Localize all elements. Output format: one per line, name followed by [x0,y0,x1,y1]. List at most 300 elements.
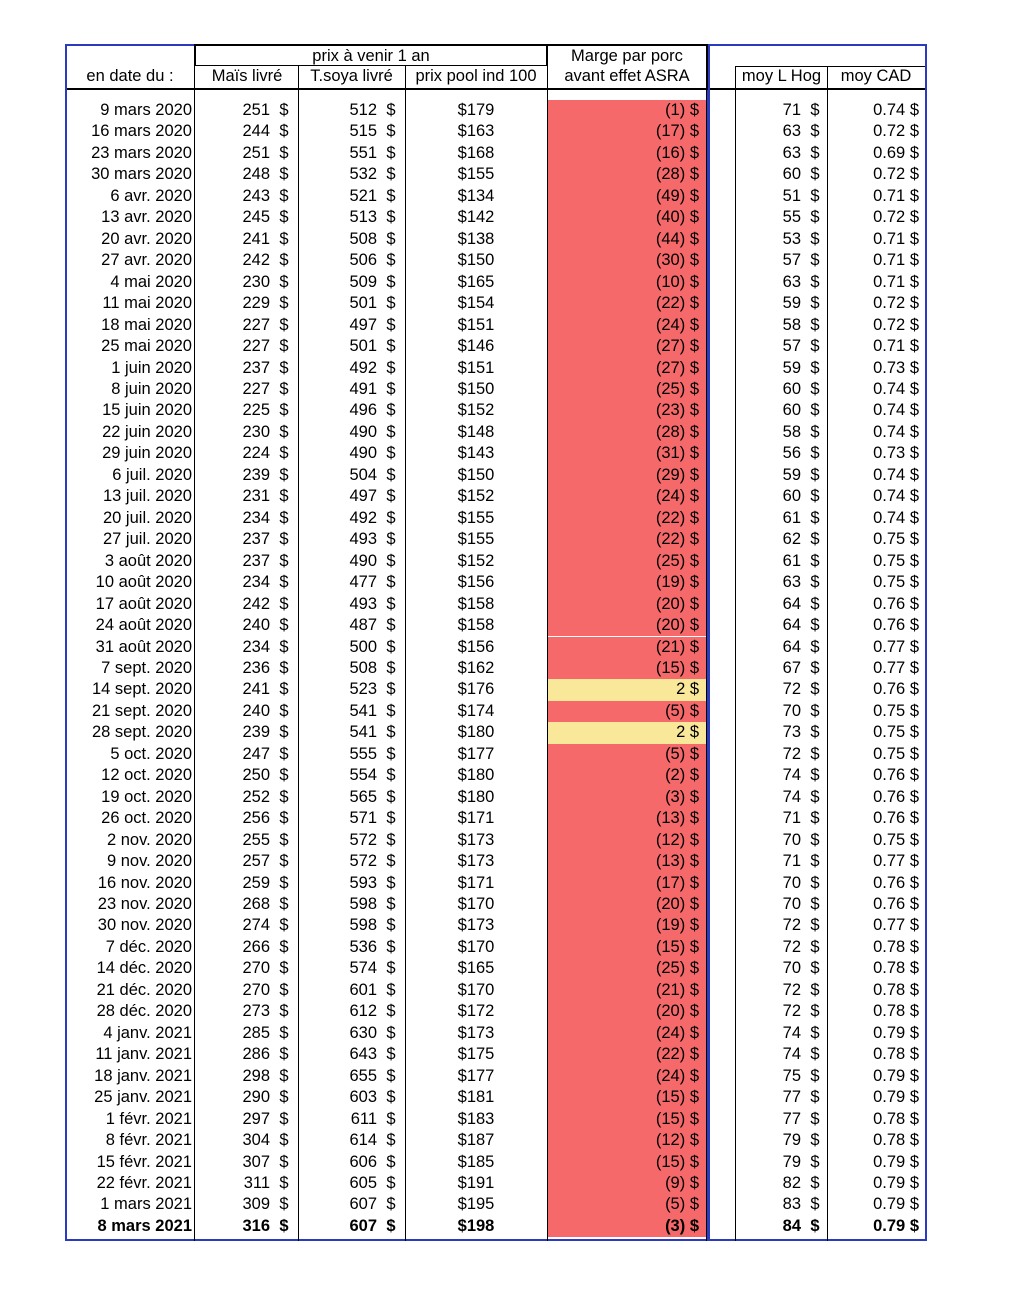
mais-cell: 268 [242,895,270,914]
date-cell: 18 mai 2020 [101,315,192,334]
mais-cell: 270 [242,980,270,999]
mais-cell: 304 [242,1131,270,1150]
pool-cell: $155 [457,508,495,527]
pool-cell: $155 [457,530,495,549]
hog-cell: 70 [782,873,801,892]
mais-cell: 240 [242,701,270,720]
hog-cell: 74 [782,1045,801,1064]
soya-cell: 501 [349,294,377,313]
mais-currency: $ [279,1045,289,1064]
pool-cell: $143 [457,444,495,463]
hog-cell: 60 [782,165,801,184]
marge-cell: (16) $ [655,143,699,162]
mais-cell: 311 [243,1174,270,1192]
cad-cell: 0.71 $ [873,229,919,248]
marge-cell: (20) $ [655,594,699,613]
hog-cell: 63 [782,122,801,141]
marge-cell: (23) $ [655,401,699,420]
soya-currency: $ [386,1152,396,1171]
hog-currency: $ [810,916,820,935]
marge-cell: (30) $ [655,251,699,270]
pool-cell: $198 [457,1216,495,1235]
mais-currency: $ [279,165,289,184]
pool-cell: $152 [457,401,495,420]
soya-cell: 574 [349,959,377,978]
cad-cell: 0.73 $ [873,358,919,377]
cad-cell: 0.77 $ [873,658,919,677]
hog-cell: 72 [782,916,801,935]
soya-cell: 572 [349,830,377,849]
pool-cell: $180 [457,766,495,785]
soya-cell: 497 [349,487,377,506]
header-top-line-right [736,66,925,67]
header-marge-line2: avant effet ASRA [564,67,690,85]
hog-currency: $ [810,1152,820,1171]
date-cell: 7 sept. 2020 [101,658,192,677]
soya-cell: 541 [349,701,377,720]
pool-cell: $173 [457,852,495,871]
date-cell: 27 juil. 2020 [103,530,192,549]
mais-currency: $ [279,294,289,313]
pool-cell: $177 [457,744,495,763]
soya-currency: $ [386,1002,396,1021]
mais-cell: 241 [242,229,270,248]
soya-cell: 523 [349,680,377,699]
soya-cell: 508 [349,658,377,677]
pool-cell: $170 [457,937,495,956]
pool-cell: $162 [457,658,495,677]
mais-currency: $ [279,637,289,656]
pool-cell: $180 [457,723,495,742]
date-cell: 23 nov. 2020 [97,895,192,914]
date-cell: 11 mai 2020 [102,294,192,313]
pool-cell: $158 [457,616,495,635]
date-cell: 8 mars 2021 [97,1216,192,1235]
mais-currency: $ [279,315,289,334]
date-cell: 9 nov. 2020 [106,852,192,871]
cad-cell: 0.77 $ [873,637,919,656]
pool-cell: $173 [457,1023,495,1042]
mais-currency: $ [279,1152,289,1171]
cad-cell: 0.77 $ [873,852,919,871]
date-cell: 26 oct. 2020 [101,809,192,828]
hog-currency: $ [810,551,820,570]
mais-cell: 270 [242,959,270,978]
hog-cell: 53 [782,229,801,248]
hog-cell: 79 [782,1131,801,1150]
soya-currency: $ [386,637,396,656]
cad-cell: 0.72 $ [873,208,919,227]
mais-currency: $ [279,229,289,248]
hog-currency: $ [810,208,820,227]
header-date: en date du : [86,67,174,85]
pool-cell: $152 [457,551,495,570]
mais-currency: $ [279,744,289,763]
soya-cell: 551 [349,143,377,162]
mais-currency: $ [279,358,289,377]
pool-cell: $173 [457,916,495,935]
date-cell: 16 nov. 2020 [97,873,192,892]
hog-cell: 77 [782,1109,801,1128]
mais-currency: $ [279,616,289,635]
cad-cell: 0.69 $ [873,143,919,162]
cad-cell: 0.79 $ [873,1088,919,1107]
soya-cell: 541 [349,723,377,742]
pool-cell: $146 [457,337,495,356]
soya-cell: 630 [349,1023,377,1042]
date-cell: 25 janv. 2021 [94,1088,192,1107]
pool-cell: $151 [457,315,495,334]
soya-currency: $ [386,616,396,635]
cad-cell: 0.75 $ [873,551,919,570]
soya-cell: 603 [349,1088,377,1107]
cad-cell: 0.75 $ [873,830,919,849]
mais-currency: $ [279,101,289,119]
cad-cell: 0.74 $ [873,101,919,119]
mais-currency: $ [279,272,289,291]
soya-currency: $ [386,916,396,935]
soya-currency: $ [386,337,396,356]
hog-cell: 71 [782,852,801,871]
cad-cell: 0.72 $ [873,165,919,184]
soya-cell: 593 [349,873,377,892]
pool-cell: $185 [457,1152,495,1171]
date-cell: 15 juin 2020 [102,401,192,420]
hog-currency: $ [810,143,820,162]
hog-currency: $ [810,766,820,785]
date-cell: 20 juil. 2020 [103,508,192,527]
hog-currency: $ [810,444,820,463]
cad-cell: 0.71 $ [873,186,919,205]
cad-cell: 0.78 $ [873,1109,919,1128]
pool-cell: $158 [457,594,495,613]
marge-cell: (20) $ [655,616,699,635]
mais-cell: 247 [242,744,270,763]
marge-cell: (19) $ [655,573,699,592]
hog-cell: 72 [782,680,801,699]
date-cell: 15 févr. 2021 [96,1152,192,1171]
mais-cell: 285 [242,1023,270,1042]
hog-currency: $ [810,701,820,720]
hog-cell: 51 [782,186,801,205]
hog-currency: $ [810,1195,820,1214]
marge-cell: (31) $ [655,444,699,463]
marge-cell: (28) $ [655,422,699,441]
hog-cell: 55 [782,208,801,227]
mais-cell: 290 [242,1088,270,1107]
cad-cell: 0.78 $ [873,1045,919,1064]
mais-currency: $ [279,1023,289,1042]
divider-date [194,44,195,1241]
marge-cell: (15) $ [655,937,699,956]
hog-cell: 64 [782,594,801,613]
soya-currency: $ [386,508,396,527]
header-marge-line1: Marge par porc [571,47,683,65]
soya-cell: 607 [349,1216,377,1235]
marge-cell: (27) $ [655,337,699,356]
hog-cell: 70 [782,830,801,849]
soya-cell: 513 [349,208,377,227]
cad-cell: 0.79 $ [873,1174,919,1192]
date-cell: 6 juil. 2020 [112,465,192,484]
soya-cell: 606 [349,1152,377,1171]
soya-currency: $ [386,422,396,441]
soya-currency: $ [386,744,396,763]
soya-currency: $ [386,895,396,914]
mais-cell: 234 [242,573,270,592]
hog-currency: $ [810,658,820,677]
date-cell: 11 janv. 2021 [95,1045,192,1064]
mais-cell: 242 [242,594,270,613]
cad-cell: 0.71 $ [873,251,919,270]
soya-cell: 572 [349,852,377,871]
cad-cell: 0.76 $ [873,594,919,613]
date-cell: 22 juin 2020 [102,422,192,441]
mais-cell: 307 [242,1152,270,1171]
pool-cell: $148 [457,422,495,441]
mais-currency: $ [279,551,289,570]
hog-currency: $ [810,315,820,334]
date-cell: 20 avr. 2020 [101,229,192,248]
pool-cell: $173 [457,830,495,849]
mais-currency: $ [279,766,289,785]
hog-currency: $ [810,337,820,356]
date-cell: 25 mai 2020 [101,337,192,356]
soya-cell: 555 [349,744,377,763]
mais-cell: 230 [242,272,270,291]
date-cell: 7 déc. 2020 [105,937,192,956]
mais-currency: $ [279,251,289,270]
mais-currency: $ [279,594,289,613]
mais-cell: 231 [242,487,270,506]
date-cell: 1 févr. 2021 [105,1109,192,1128]
mais-currency: $ [279,1174,289,1192]
date-cell: 30 mars 2020 [91,165,192,184]
soya-cell: 500 [349,637,377,656]
hog-cell: 61 [782,551,801,570]
pool-cell: $151 [457,358,495,377]
hog-currency: $ [810,465,820,484]
mais-currency: $ [279,1109,289,1128]
header-group-label: prix à venir 1 an [312,47,430,65]
mais-currency: $ [279,508,289,527]
mais-cell: 224 [242,444,270,463]
mais-currency: $ [279,465,289,484]
hog-currency: $ [810,272,820,291]
soya-currency: $ [386,787,396,806]
marge-cell: (17) $ [655,122,699,141]
hog-cell: 70 [782,895,801,914]
soya-cell: 490 [349,422,377,441]
soya-currency: $ [386,315,396,334]
hog-currency: $ [810,680,820,699]
cad-cell: 0.76 $ [873,680,919,699]
pool-cell: $195 [457,1195,495,1214]
marge-cell: (44) $ [655,229,699,248]
soya-cell: 492 [349,358,377,377]
mais-cell: 237 [242,551,270,570]
soya-cell: 532 [349,165,377,184]
date-cell: 28 déc. 2020 [96,1002,192,1021]
cad-cell: 0.74 $ [873,401,919,420]
hog-cell: 59 [782,294,801,313]
mais-cell: 257 [242,852,270,871]
mais-currency: $ [279,1131,289,1150]
marge-cell: (24) $ [655,487,699,506]
cad-cell: 0.79 $ [873,1023,919,1042]
pool-cell: $171 [457,873,495,892]
soya-currency: $ [386,937,396,956]
hog-cell: 73 [782,723,801,742]
hog-currency: $ [810,122,820,141]
soya-currency: $ [386,573,396,592]
soya-currency: $ [386,1088,396,1107]
hog-currency: $ [810,1109,820,1128]
marge-cell: (21) $ [655,980,699,999]
hog-cell: 72 [782,937,801,956]
header-mais: Maïs livré [211,67,283,85]
soya-currency: $ [386,701,396,720]
pool-cell: $179 [457,101,495,119]
soya-currency: $ [386,465,396,484]
date-cell: 30 nov. 2020 [97,916,192,935]
hog-currency: $ [810,251,820,270]
mais-cell: 236 [242,658,270,677]
hog-currency: $ [810,616,820,635]
cad-cell: 0.76 $ [873,616,919,635]
soya-currency: $ [386,122,396,141]
mais-cell: 239 [242,723,270,742]
pool-cell: $183 [457,1109,495,1128]
hog-cell: 56 [782,444,801,463]
hog-currency: $ [810,487,820,506]
hog-currency: $ [810,594,820,613]
hog-currency: $ [810,637,820,656]
hog-currency: $ [810,1023,820,1042]
mais-currency: $ [279,873,289,892]
date-cell: 4 mai 2020 [110,272,192,291]
pool-cell: $150 [457,379,495,398]
hog-currency: $ [810,980,820,999]
hog-cell: 60 [782,401,801,420]
mais-cell: 229 [242,294,270,313]
group-header-box [195,44,547,65]
mais-currency: $ [279,916,289,935]
hog-currency: $ [810,1174,820,1192]
date-cell: 8 févr. 2021 [105,1131,192,1150]
divider-marge [706,44,707,1241]
cad-cell: 0.79 $ [873,1152,919,1171]
mais-currency: $ [279,680,289,699]
mais-currency: $ [279,530,289,549]
marge-cell: (9) $ [665,1174,699,1192]
mais-cell: 309 [242,1195,270,1214]
mais-cell: 256 [242,809,270,828]
mais-currency: $ [279,787,289,806]
cad-cell: 0.79 $ [873,1195,919,1214]
hog-cell: 84 [782,1216,801,1235]
soya-currency: $ [386,358,396,377]
date-cell: 1 juin 2020 [111,358,192,377]
marge-cell: (22) $ [655,294,699,313]
soya-currency: $ [386,658,396,677]
soya-cell: 612 [349,1002,377,1021]
hog-cell: 79 [782,1152,801,1171]
date-cell: 1 mars 2021 [100,1195,192,1214]
hog-cell: 63 [782,143,801,162]
hog-currency: $ [810,1131,820,1150]
mais-currency: $ [279,980,289,999]
hog-currency: $ [810,852,820,871]
soya-cell: 614 [349,1131,377,1150]
mais-currency: $ [279,1195,289,1214]
soya-currency: $ [386,1216,396,1235]
date-cell: 4 janv. 2021 [103,1023,192,1042]
soya-currency: $ [386,830,396,849]
mais-cell: 237 [242,358,270,377]
cad-cell: 0.78 $ [873,980,919,999]
hog-currency: $ [810,744,820,763]
soya-cell: 521 [349,186,377,205]
marge-cell: (28) $ [655,165,699,184]
soya-currency: $ [386,101,396,119]
date-cell: 2 nov. 2020 [106,830,192,849]
soya-cell: 508 [349,229,377,248]
hog-currency: $ [810,959,820,978]
mais-cell: 286 [242,1045,270,1064]
soya-currency: $ [386,1195,396,1214]
soya-currency: $ [386,487,396,506]
marge-cell: (15) $ [655,1088,699,1107]
hog-currency: $ [810,937,820,956]
date-cell: 13 juil. 2020 [103,487,192,506]
marge-cell: (10) $ [655,272,699,291]
pool-cell: $150 [457,465,495,484]
hog-cell: 82 [782,1174,801,1192]
mais-currency: $ [279,723,289,742]
mais-cell: 243 [242,186,270,205]
hog-cell: 75 [782,1066,801,1085]
pool-cell: $181 [457,1088,495,1107]
cad-cell: 0.75 $ [873,530,919,549]
marge-cell: (2) $ [665,766,699,785]
hog-currency: $ [810,787,820,806]
soya-cell: 496 [349,401,377,420]
mais-cell: 298 [242,1066,270,1085]
mais-currency: $ [279,401,289,420]
mais-currency: $ [279,701,289,720]
date-cell: 6 avr. 2020 [110,186,192,205]
soya-currency: $ [386,680,396,699]
marge-cell: (12) $ [655,1131,699,1150]
hog-cell: 70 [782,701,801,720]
mais-currency: $ [279,573,289,592]
mais-currency: $ [279,186,289,205]
soya-cell: 605 [349,1174,377,1192]
hog-cell: 67 [782,658,801,677]
mais-cell: 252 [242,787,270,806]
hog-currency: $ [810,1066,820,1085]
marge-cell: (17) $ [655,873,699,892]
cad-cell: 0.72 $ [873,315,919,334]
hog-currency: $ [810,165,820,184]
date-cell: 16 mars 2020 [91,122,192,141]
hog-currency: $ [810,508,820,527]
hog-currency: $ [810,294,820,313]
hog-cell: 72 [782,980,801,999]
header-row-divider [195,65,547,66]
soya-cell: 536 [349,937,377,956]
